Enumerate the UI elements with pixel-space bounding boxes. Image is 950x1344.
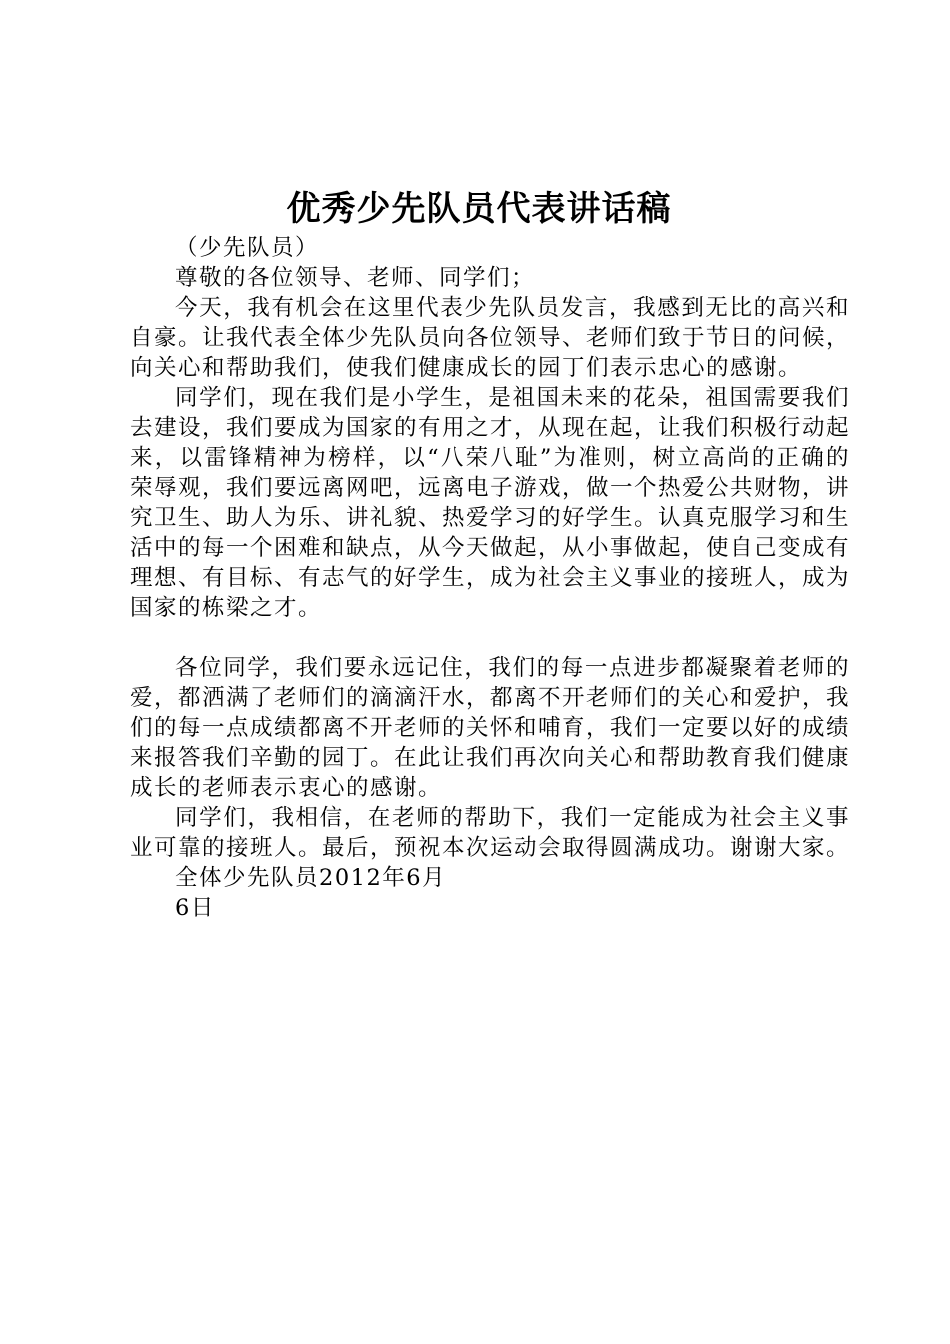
paragraph-1: 今天，我有机会在这里代表少先队员发言，我感到无比的高兴和自豪。让我代表全体少先队员向各位领导、老师们致于节日的问候，向关心和帮助我们，使我们健康成长的园丁们表示忠心的感谢。 [130, 295, 851, 381]
subtitle: （少先队员） [175, 235, 320, 261]
paragraph-2: 同学们，现在我们是小学生，是祖国未来的花朵，祖国需要我们去建设，我们要成为国家的有用之才，从现在起，让我们积极行动起来，以雷锋精神为榜样，以“八荣八耻”为准则，树立高尚的正确的荣辱观，我们要远离网吧，远离电子游戏，做一个热爱公共财物，讲究卫生、助人为乐、讲礼貌、热爱学习的好学生。认真克服学习和生活中的每一个困难和缺点，从今天做起，从小事做起，使自己变成有理想、有目标、有志气的好学生，成为社会主义事业的接班人，成为国家的栋梁之才。 [130, 385, 851, 621]
paragraph-3: 各位同学，我们要永远记住，我们的每一点进步都凝聚着老师的爱，都洒满了老师们的滴滴汗水，都离不开老师们的关心和爱护，我们的每一点成绩都离不开老师的关怀和哺育，我们一定要以好的成绩来报答我们辛勤的园丁。在此让我们再次向关心和帮助教育我们健康成长的老师表示衷心的感谢。 [130, 655, 851, 801]
salutation: 尊敬的各位领导、老师、同学们； [175, 265, 536, 291]
document-body [130, 233, 850, 923]
blank-line [130, 623, 850, 653]
signature: 全体少先队员2012年6月 [175, 865, 447, 891]
signature-date: 6日 [175, 895, 215, 921]
paragraph-4: 同学们，我相信，在老师的帮助下，我们一定能成为社会主义事业可靠的接班人。最后，预祝本次运动会取得圆满成功。谢谢大家。 [130, 805, 851, 861]
document-title: 优秀少先队员代表讲话稿 [286, 189, 672, 229]
